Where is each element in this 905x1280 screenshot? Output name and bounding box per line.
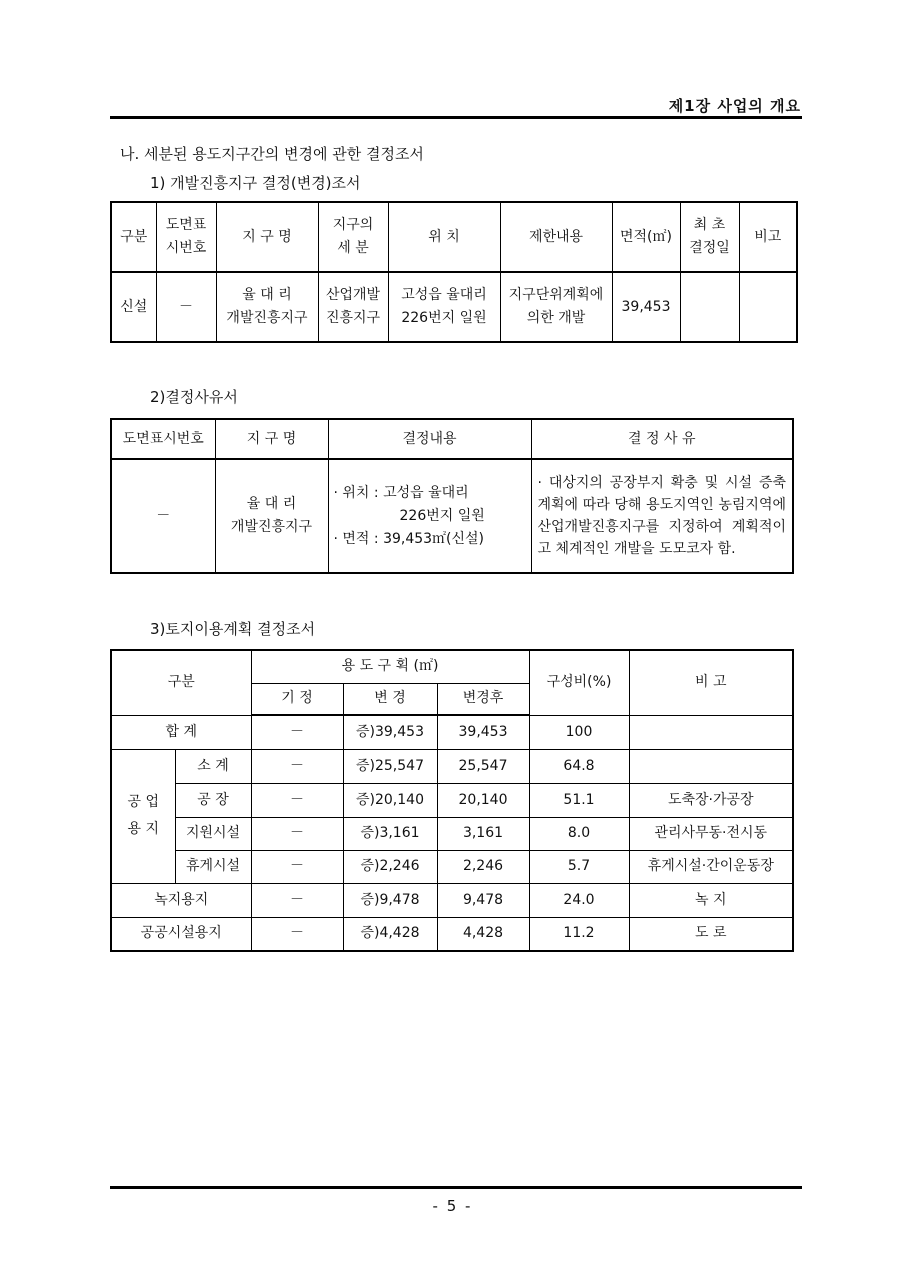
t2-content-location: · 위치 : 고성읍 율대리 xyxy=(333,484,469,501)
t3-head-gubun: 구분 xyxy=(111,650,251,715)
t3-green-existing: － xyxy=(251,883,343,917)
t3-green-after: 9,478 xyxy=(437,883,529,917)
t3-green-row xyxy=(111,883,793,917)
t3-ind-after: 3,161 xyxy=(437,817,529,850)
t2-content xyxy=(328,459,531,573)
t3-ind-label: 지원시설 xyxy=(175,817,251,850)
t2-district-name: 율 대 리 개발진흥지구 xyxy=(215,459,328,573)
t3-ind-note: 휴게시설·간이운동장 xyxy=(629,850,793,883)
t3-green-note: 녹 지 xyxy=(629,883,793,917)
t3-ind-after: 25,547 xyxy=(437,749,529,783)
t3-head-after: 변경후 xyxy=(437,683,529,715)
t1-note xyxy=(739,272,797,342)
t1-district-name: 율 대 리 개발진흥지구 xyxy=(216,272,318,342)
t1-head-map-no: 도면표 시번호 xyxy=(156,202,216,272)
subsection-3-title: 3)토지이용계획 결정조서 xyxy=(150,620,316,638)
section-title: 나. 세분된 용도지구간의 변경에 관한 결정조서 xyxy=(120,145,424,163)
t3-ind-ratio: 8.0 xyxy=(529,817,629,850)
t3-ind-label: 소 계 xyxy=(175,749,251,783)
t3-ind-after: 20,140 xyxy=(437,783,529,817)
t3-head-change: 변 경 xyxy=(343,683,437,715)
t3-total-label: 합 계 xyxy=(111,715,251,749)
t3-ind-note: 관리사무동·전시동 xyxy=(629,817,793,850)
t1-head-gubun: 구분 xyxy=(111,202,156,272)
t3-total-row xyxy=(111,715,793,749)
chapter-title: 제1장 사업의 개요 xyxy=(668,97,801,115)
t2-head-content: 결정내용 xyxy=(328,419,531,459)
subsection-1-title: 1) 개발진흥지구 결정(변경)조서 xyxy=(150,174,361,192)
footer-rule xyxy=(110,1186,802,1189)
t3-ind-ratio: 5.7 xyxy=(529,850,629,883)
t3-ind-existing: － xyxy=(251,783,343,817)
table1-header-row xyxy=(111,202,797,272)
t3-ind-existing: － xyxy=(251,749,343,783)
t3-ind-change: 증)3,161 xyxy=(343,817,437,850)
t3-ind-change: 증)25,547 xyxy=(343,749,437,783)
t3-green-ratio: 24.0 xyxy=(529,883,629,917)
t2-content-area: · 면적 : 39,453㎡(신설) xyxy=(333,530,485,547)
t3-green-change: 증)9,478 xyxy=(343,883,437,917)
t1-subdivision: 산업개발 진흥지구 xyxy=(318,272,388,342)
decision-reason-table xyxy=(110,418,794,574)
t3-ind-change: 증)2,246 xyxy=(343,850,437,883)
table2-header-row xyxy=(111,419,793,459)
table1-data-row xyxy=(111,272,797,342)
subsection-2-title: 2)결정사유서 xyxy=(150,388,238,406)
t3-head-note: 비 고 xyxy=(629,650,793,715)
t3-ind-note: 도축장·가공장 xyxy=(629,783,793,817)
t3-total-ratio: 100 xyxy=(529,715,629,749)
t3-head-ratio: 구성비(%) xyxy=(529,650,629,715)
t3-head-existing: 기 정 xyxy=(251,683,343,715)
t1-head-restriction: 제한내용 xyxy=(500,202,612,272)
t1-head-area: 면적(㎡) xyxy=(612,202,680,272)
t2-head-reason: 결 정 사 유 xyxy=(531,419,793,459)
table2-data-row xyxy=(111,459,793,573)
t3-total-after: 39,453 xyxy=(437,715,529,749)
t1-restriction: 지구단위계획에 의한 개발 xyxy=(500,272,612,342)
t1-head-subdivision: 지구의 세 분 xyxy=(318,202,388,272)
t3-public-row xyxy=(111,917,793,951)
t3-public-note: 도 로 xyxy=(629,917,793,951)
district-decision-table xyxy=(110,201,798,343)
t1-location: 고성읍 율대리 226번지 일원 xyxy=(388,272,500,342)
t3-ind-note xyxy=(629,749,793,783)
t2-reason: · 대상지의 공장부지 확충 및 시설 증축 계획에 따라 당해 용도지역인 농림지역에 산업개발진흥지구를 지정하여 계획적이고 체계적인 개발을 도모코자 함. xyxy=(531,459,793,573)
t3-ind-change: 증)20,140 xyxy=(343,783,437,817)
land-use-plan-table xyxy=(110,649,794,952)
t3-support-row xyxy=(111,817,793,850)
t3-ind-label: 공 장 xyxy=(175,783,251,817)
t1-area: 39,453 xyxy=(612,272,680,342)
t2-head-district-name: 지 구 명 xyxy=(215,419,328,459)
t3-public-after: 4,428 xyxy=(437,917,529,951)
t3-public-ratio: 11.2 xyxy=(529,917,629,951)
t3-factory-row xyxy=(111,783,793,817)
t3-ind-existing: － xyxy=(251,817,343,850)
t1-head-note: 비고 xyxy=(739,202,797,272)
t3-public-label: 공공시설용지 xyxy=(111,917,251,951)
t3-ind-label: 휴게시설 xyxy=(175,850,251,883)
t1-map-no: － xyxy=(156,272,216,342)
t3-rest-row xyxy=(111,850,793,883)
t2-map-no: － xyxy=(111,459,215,573)
t3-ind-existing: － xyxy=(251,850,343,883)
header-rule xyxy=(110,116,802,119)
t3-public-change: 증)4,428 xyxy=(343,917,437,951)
t3-public-existing: － xyxy=(251,917,343,951)
t3-industrial-subtotal-row xyxy=(111,749,793,783)
t3-ind-ratio: 51.1 xyxy=(529,783,629,817)
page-number: - 5 - xyxy=(432,1197,473,1215)
t3-total-change: 증)39,453 xyxy=(343,715,437,749)
t1-head-first-date: 최 초 결정일 xyxy=(680,202,739,272)
t3-total-note xyxy=(629,715,793,749)
t3-ind-ratio: 64.8 xyxy=(529,749,629,783)
t3-ind-after: 2,246 xyxy=(437,850,529,883)
t3-industrial-group: 공 업 용 지 xyxy=(111,749,175,883)
t1-first-date xyxy=(680,272,739,342)
t2-content-location-detail: 226번지 일원 xyxy=(399,507,485,524)
t3-head-plan: 용 도 구 획 (㎡) xyxy=(251,650,529,683)
t3-green-label: 녹지용지 xyxy=(111,883,251,917)
t1-gubun: 신설 xyxy=(111,272,156,342)
t1-head-district-name: 지 구 명 xyxy=(216,202,318,272)
t1-head-location: 위 치 xyxy=(388,202,500,272)
t2-head-map-no: 도면표시번호 xyxy=(111,419,215,459)
t3-total-existing: － xyxy=(251,715,343,749)
table3-header-row-1 xyxy=(111,650,793,683)
